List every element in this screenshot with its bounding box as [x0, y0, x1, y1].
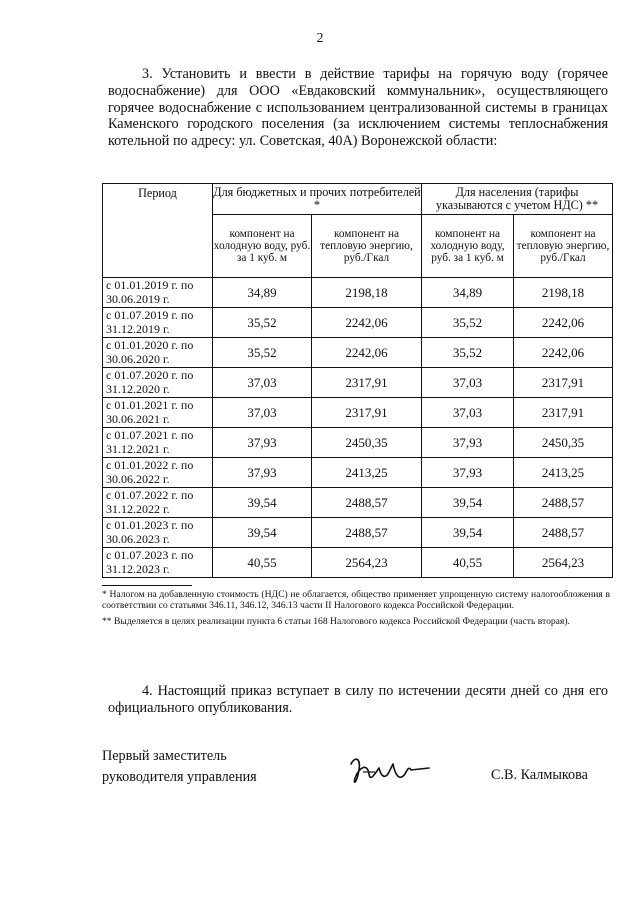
- signatory-title-line-2: руководителя управления: [102, 769, 257, 785]
- heat-energy-budget-cell: 2450,35: [312, 428, 422, 458]
- cold-water-population-cell: 40,55: [422, 548, 514, 578]
- heat-energy-budget-cell: 2413,25: [312, 458, 422, 488]
- table-row: [103, 338, 613, 368]
- table-row: [103, 278, 613, 308]
- footnotes: [102, 589, 610, 631]
- population-header: Для населения (тарифы указываются с учетом НДС) **: [422, 184, 613, 215]
- heat-energy-header: компонент на тепловую энергию, руб./Гкал: [514, 215, 613, 278]
- cold-water-budget-cell: 40,55: [213, 548, 312, 578]
- cold-water-population-cell: 34,89: [422, 278, 514, 308]
- heat-energy-header: компонент на тепловую энергию, руб./Гкал: [312, 215, 422, 278]
- heat-energy-population-cell: 2317,91: [514, 398, 613, 428]
- period-cell: с 01.01.2019 г. по 30.06.2019 г.: [103, 278, 213, 308]
- cold-water-budget-cell: 34,89: [213, 278, 312, 308]
- cold-water-population-cell: 37,93: [422, 428, 514, 458]
- period-cell: с 01.01.2023 г. по 30.06.2023 г.: [103, 518, 213, 548]
- heat-energy-budget-cell: 2488,57: [312, 488, 422, 518]
- cold-water-population-cell: 39,54: [422, 488, 514, 518]
- footnote-divider: [102, 585, 192, 586]
- heat-energy-population-cell: 2564,23: [514, 548, 613, 578]
- heat-energy-budget-cell: 2242,06: [312, 308, 422, 338]
- heat-energy-population-cell: 2242,06: [514, 338, 613, 368]
- period-cell: с 01.01.2022 г. по 30.06.2022 г.: [103, 458, 213, 488]
- heat-energy-population-cell: 2317,91: [514, 368, 613, 398]
- period-cell: с 01.07.2021 г. по 31.12.2021 г.: [103, 428, 213, 458]
- footnote-2: ** Выделяется в целях реализации пункта 6 статьи 168 Налогового кодекса Российской Федерации (часть вторая).: [102, 615, 570, 627]
- table-row: [103, 518, 613, 548]
- heat-energy-budget-cell: 2198,18: [312, 278, 422, 308]
- heat-energy-population-cell: 2488,57: [514, 488, 613, 518]
- paragraph-4: 4. Настоящий приказ вступает в силу по истечении десяти дней со дня его официального опубликования.: [108, 683, 608, 716]
- table-row: [103, 368, 613, 398]
- period-cell: с 01.07.2022 г. по 31.12.2022 г.: [103, 488, 213, 518]
- table-row: [103, 548, 613, 578]
- heat-energy-budget-cell: 2317,91: [312, 368, 422, 398]
- heat-energy-budget-cell: 2242,06: [312, 338, 422, 368]
- heat-energy-population-cell: 2242,06: [514, 308, 613, 338]
- signatory-name: С.В. Калмыкова: [491, 767, 588, 783]
- period-cell: с 01.07.2019 г. по 31.12.2019 г.: [103, 308, 213, 338]
- cold-water-population-cell: 35,52: [422, 338, 514, 368]
- table-row: [103, 398, 613, 428]
- tariff-table: [102, 183, 613, 578]
- heat-energy-budget-cell: 2564,23: [312, 548, 422, 578]
- cold-water-header: компонент на холодную воду, руб. за 1 куб. м: [422, 215, 514, 278]
- heat-energy-budget-cell: 2488,57: [312, 518, 422, 548]
- handwritten-signature: [345, 752, 435, 792]
- cold-water-population-cell: 35,52: [422, 308, 514, 338]
- cold-water-budget-cell: 39,54: [213, 488, 312, 518]
- signatory-title-line-1: Первый заместитель: [102, 748, 227, 764]
- cold-water-budget-cell: 37,03: [213, 368, 312, 398]
- table-row: [103, 428, 613, 458]
- period-cell: с 01.01.2021 г. по 30.06.2021 г.: [103, 398, 213, 428]
- signatory-title: [102, 746, 257, 788]
- table-row: [103, 308, 613, 338]
- heat-energy-population-cell: 2413,25: [514, 458, 613, 488]
- heat-energy-population-cell: 2198,18: [514, 278, 613, 308]
- period-cell: с 01.07.2020 г. по 31.12.2020 г.: [103, 368, 213, 398]
- cold-water-budget-cell: 37,03: [213, 398, 312, 428]
- cold-water-budget-cell: 35,52: [213, 308, 312, 338]
- cold-water-header: компонент на холодную воду, руб. за 1 куб. м: [213, 215, 312, 278]
- cold-water-budget-cell: 37,93: [213, 458, 312, 488]
- cold-water-budget-cell: 37,93: [213, 428, 312, 458]
- period-header: Период: [103, 184, 213, 278]
- cold-water-budget-cell: 39,54: [213, 518, 312, 548]
- table-row: [103, 488, 613, 518]
- cold-water-population-cell: 37,03: [422, 398, 514, 428]
- period-cell: с 01.01.2020 г. по 30.06.2020 г.: [103, 338, 213, 368]
- budget-consumers-header: Для бюджетных и прочих потребителей *: [213, 184, 422, 215]
- heat-energy-budget-cell: 2317,91: [312, 398, 422, 428]
- heat-energy-population-cell: 2450,35: [514, 428, 613, 458]
- cold-water-budget-cell: 35,52: [213, 338, 312, 368]
- cold-water-population-cell: 39,54: [422, 518, 514, 548]
- table-row: [103, 458, 613, 488]
- period-cell: с 01.07.2023 г. по 31.12.2023 г.: [103, 548, 213, 578]
- cold-water-population-cell: 37,03: [422, 368, 514, 398]
- cold-water-population-cell: 37,93: [422, 458, 514, 488]
- page-number: 2: [316, 31, 324, 46]
- heat-energy-population-cell: 2488,57: [514, 518, 613, 548]
- footnote-1: * Налогом на добавленную стоимость (НДС) не облагается, общество применяет упрощенную систему налогообложения в соответствии со статьями 346.11, 346.12, 346.13 части II Налогового кодекса Российской Федерации.: [102, 589, 610, 612]
- paragraph-3: 3. Установить и ввести в действие тарифы на горячую воду (горячее водоснабжение) для ООО «Евдаковский коммунальник», осуществляющего горячее водоснабжение с использованием централизованной системы в границах Каменского городского поселения (за исключением системы теплоснабжения котельной по адресу: ул. Советская, 40А) Воронежской области:: [108, 66, 608, 150]
